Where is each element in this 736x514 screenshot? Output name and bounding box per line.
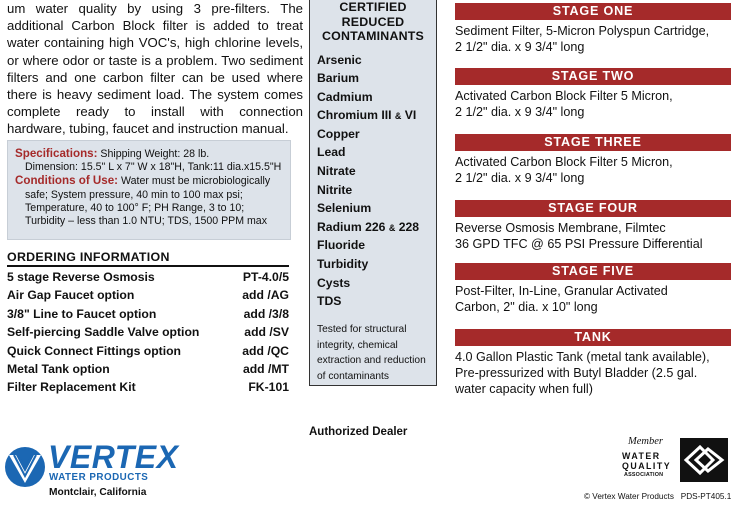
stage-line: Reverse Osmosis Membrane, Filmtec xyxy=(455,221,666,235)
wqa-quality: QUALITY xyxy=(622,461,672,471)
stage-description xyxy=(455,350,731,397)
order-item-code: PT-4.0/5 xyxy=(242,270,289,284)
certified-note: Tested for structural integrity, chemical extraction and reduction of contaminants xyxy=(317,323,426,383)
conditions-label: Conditions of Use: xyxy=(15,174,119,188)
stage-title-bar: STAGE ONE xyxy=(455,3,731,20)
footer-line xyxy=(584,492,731,501)
stage-five-block xyxy=(455,263,731,316)
ordering-list xyxy=(7,270,289,399)
order-item-name: 5 stage Reverse Osmosis xyxy=(7,270,155,284)
certified-heading xyxy=(310,0,436,44)
order-item-code: add /MT xyxy=(242,361,289,376)
stage-title-bar: STAGE TWO xyxy=(455,68,731,85)
order-item-code: add /QC xyxy=(242,343,289,358)
contaminant-item: Barium xyxy=(317,71,359,86)
wqa-logo-icon xyxy=(680,438,728,482)
stage-title-bar: STAGE THREE xyxy=(455,134,731,151)
order-item-name: Air Gap Faucet option xyxy=(7,288,135,303)
contaminant-item: Nitrate xyxy=(317,164,356,179)
stage-line: 2 1/2" dia. x 9 3/4" long xyxy=(455,39,585,54)
stage-one-block xyxy=(455,3,731,56)
shipping-weight: Shipping Weight: 28 lb. xyxy=(100,148,210,160)
wqa-member-label: Member xyxy=(628,436,663,447)
stage-three-block xyxy=(455,134,731,187)
stage-title-bar: STAGE FIVE xyxy=(455,263,731,280)
ordering-heading: ORDERING INFORMATION xyxy=(7,250,289,267)
specifications-box xyxy=(7,140,291,240)
shipping-line xyxy=(15,147,283,161)
certified-contaminants-panel xyxy=(309,0,437,386)
stage-two-block xyxy=(455,68,731,121)
vertex-wordmark: VERTEX xyxy=(48,439,179,475)
contaminant-name: Chromium III xyxy=(317,108,392,123)
order-item-name: 3/8" Line to Faucet option xyxy=(7,306,157,321)
vertex-logo xyxy=(3,439,179,503)
stage-line: Post-Filter, In-Line, Granular Activated xyxy=(455,284,668,298)
order-item-code: FK-101 xyxy=(248,380,289,395)
order-row xyxy=(7,380,289,398)
stage-title-bar: STAGE FOUR xyxy=(455,200,731,217)
authorized-dealer-label: Authorized Dealer xyxy=(309,426,408,438)
stage-line: 2 1/2" dia. x 9 3/4" long xyxy=(455,104,585,119)
contaminant-item: Selenium xyxy=(317,201,372,216)
tank-block xyxy=(455,329,731,397)
order-row xyxy=(7,270,289,288)
certified-heading-line: CERTIFIED xyxy=(339,0,407,14)
order-item-name: Self-piercing Saddle Valve option xyxy=(7,325,200,340)
stage-line: Carbon, 2" dia. x 10" long xyxy=(455,299,598,314)
stage-line: 36 GPD TFC @ 65 PSI Pressure Differential xyxy=(455,236,703,251)
intro-paragraph: um water quality by using 3 pre-filters. The additional Carbon Block filter is added to treat water containing high VOC's, high chlorine levels, or where odor or taste is a problem. Two sediment filters and one carbon filter can be used where there is heavy sediment load. The system comes complete ready to install with connection hardware, tubing, faucet and instruction manual. xyxy=(7,1,303,137)
wqa-association: ASSOCIATION xyxy=(624,472,664,478)
stage-line: Activated Carbon Block Filter 5 Micron, xyxy=(455,89,673,103)
contaminant-item xyxy=(317,108,436,127)
wqa-member-badge xyxy=(620,436,736,488)
certified-heading-line: REDUCED xyxy=(341,14,405,29)
stage-description xyxy=(455,24,731,56)
contaminant-item: Cadmium xyxy=(317,89,373,104)
stage-line: Sediment Filter, 5-Micron Polyspun Cartridge, xyxy=(455,24,710,38)
certified-heading-line: CONTAMINANTS xyxy=(322,29,424,43)
specifications-label: Specifications: xyxy=(15,147,98,160)
order-row xyxy=(7,288,289,306)
contaminant-item: Lead xyxy=(317,145,346,160)
stage-line: water capacity when full) xyxy=(455,381,593,396)
contaminant-item xyxy=(317,220,436,239)
wqa-wave-icon xyxy=(680,438,728,482)
contaminant-item: Cysts xyxy=(317,275,351,290)
contaminant-item: Arsenic xyxy=(317,52,362,67)
vertex-location: Montclair, California xyxy=(49,487,147,498)
order-item-code: add /3/8 xyxy=(243,306,289,321)
ampersand: & xyxy=(394,111,402,122)
contaminant-item: Turbidity xyxy=(317,257,369,272)
conditions-line xyxy=(15,174,283,188)
footer-code: PDS-PT405.1 xyxy=(680,492,732,501)
stage-line: Pre-pressurized with Butyl Bladder (2.5 gal. xyxy=(455,365,698,380)
contaminant-suffix: VI xyxy=(404,108,417,123)
condition-3: Temperature, 40 to 100° F; PH Range, 3 to 10; xyxy=(25,201,245,214)
stage-four-block xyxy=(455,200,731,253)
stage-description xyxy=(455,89,731,121)
condition-1: Water must be microbiologically xyxy=(121,175,271,188)
order-row xyxy=(7,362,289,380)
stage-line: 2 1/2" dia. x 9 3/4" long xyxy=(455,170,585,185)
contaminant-item: TDS xyxy=(317,294,342,309)
order-row xyxy=(7,307,289,325)
stage-description xyxy=(455,155,731,187)
order-row xyxy=(7,325,289,343)
stage-title-bar: TANK xyxy=(455,329,731,346)
stage-line: Activated Carbon Block Filter 5 Micron, xyxy=(455,155,673,169)
order-item-name: Filter Replacement Kit xyxy=(7,380,136,395)
contaminant-list xyxy=(310,53,436,313)
condition-2: safe; System pressure, 40 min to 100 max psi; xyxy=(25,188,243,201)
footer-copyright: © Vertex Water Products xyxy=(584,492,674,501)
dimension-line: Dimension: 15.5" L x 7" W x 18"H, Tank:11 dia.x15.5"H xyxy=(25,161,282,174)
order-row xyxy=(7,344,289,362)
contaminant-suffix: 228 xyxy=(398,219,420,234)
contaminant-item: Copper xyxy=(317,126,360,141)
contaminant-name: Radium 226 xyxy=(317,219,386,234)
vertex-v-icon xyxy=(3,445,47,489)
contaminant-item: Fluoride xyxy=(317,238,366,253)
order-item-name: Quick Connect Fittings option xyxy=(7,343,181,358)
vertex-subtitle: WATER PRODUCTS xyxy=(49,472,149,483)
wqa-water: WATER xyxy=(622,451,661,461)
ampersand: & xyxy=(388,222,396,233)
order-item-name: Metal Tank option xyxy=(7,361,110,376)
stage-line: 4.0 Gallon Plastic Tank (metal tank available), xyxy=(455,350,710,364)
condition-4: Turbidity – less than 1.0 NTU; TDS, 1500 PPM max xyxy=(25,215,267,228)
contaminant-item: Nitrite xyxy=(317,182,353,197)
stage-description xyxy=(455,221,731,253)
stage-description xyxy=(455,284,731,316)
order-item-code: add /SV xyxy=(244,325,289,340)
order-item-code: add /AG xyxy=(242,288,289,303)
